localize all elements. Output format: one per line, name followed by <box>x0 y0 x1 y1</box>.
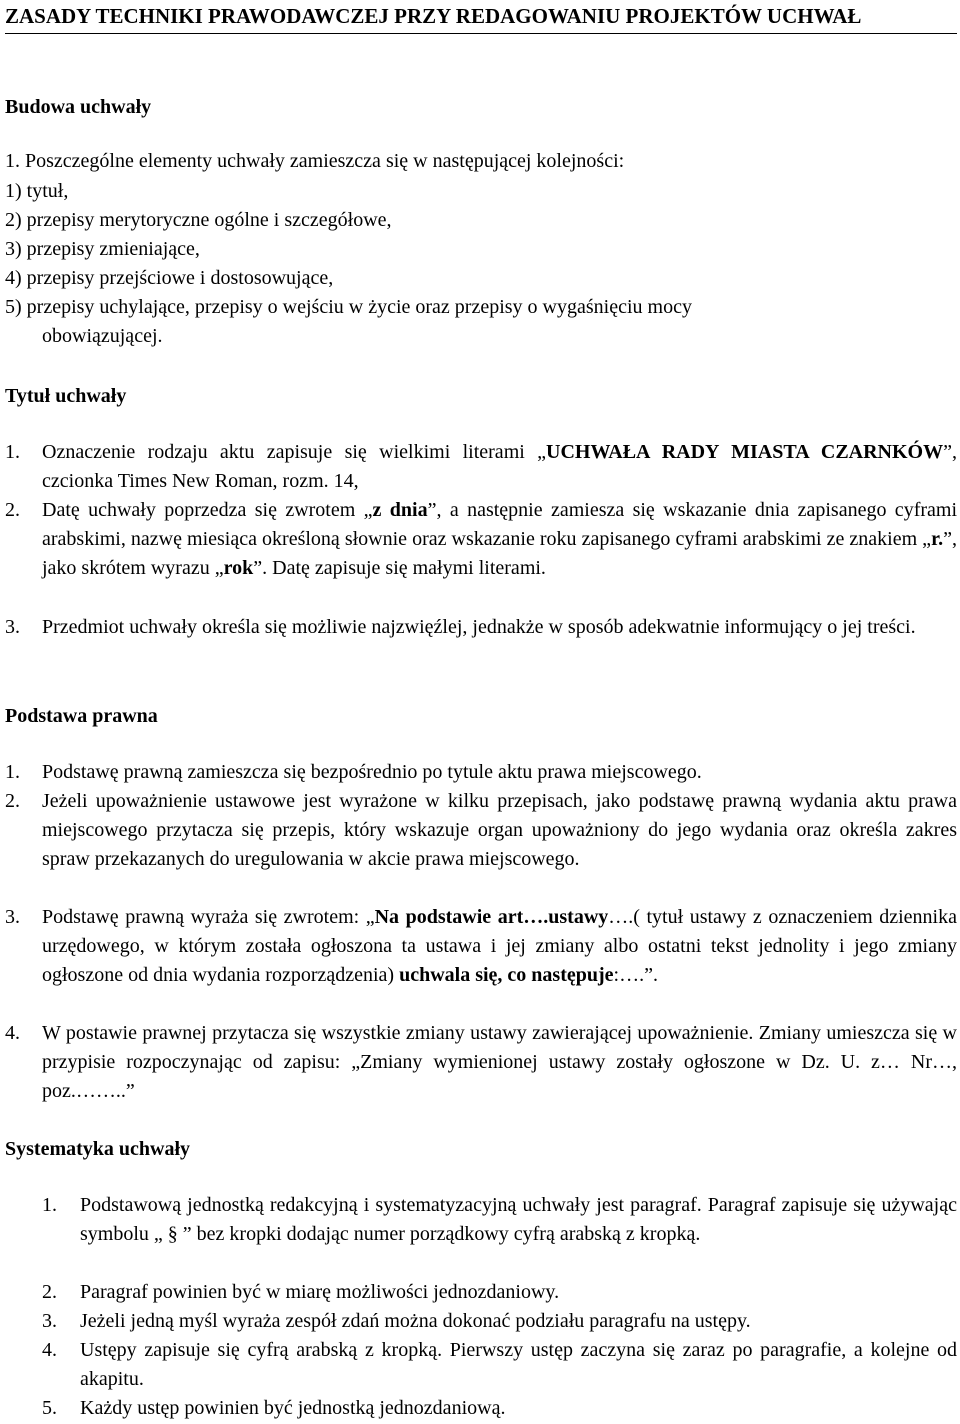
podstawa-paragraph-3: Podstawę prawną wyraża się zwrotem: „Na podstawie art….ustawy….( tytuł ustawy z oznaczeniem dziennika urzędowego, w którym została ogłoszona ta ustawa i jej zmiany albo ostatni tekst jednolity i jego zmiany ogłoszone od dnia wydania rozporządzenia) uchwala się, co następuje:….”. <box>42 906 957 986</box>
podstawa-paragraph-4: W postawie prawnej przytacza się wszystkie zmiany ustawy zawierającej upoważnienie. Zmiany umieszcza się w przypisie rozpoczynając od zapisu: „Zmiany wymienionej ustawy zostały ogłoszone w Dz. U. z… Nr…, poz.……..” <box>42 1022 957 1102</box>
list-item: Jeżeli jedną myśl wyraża zespół zdań można dokonać podziału paragrafu na ustępy. <box>80 1310 751 1332</box>
budowa-item: 5) przepisy uchylające, przepisy o wejściu w życie oraz przepisy o wygaśnięciu mocy <box>5 296 692 318</box>
list-item-number: 4. <box>42 1339 57 1361</box>
tytul-p3-number: 3. <box>5 616 20 638</box>
podstawa-p2-number: 2. <box>5 790 20 812</box>
tytul-p2-number: 2. <box>5 499 20 521</box>
list-item-number: 2. <box>42 1281 57 1303</box>
tytul-paragraph-2: Datę uchwały poprzedza się zwrotem „z dnia”, a następnie zamiesza się wskazanie dnia zapisanego cyframi arabskimi, nazwę miesiąca określoną słownie oraz wskazanie roku zapisanego cyframi arabskimi ze znakiem „r.”, jako skrótem wyrazu „rok”. Datę zapisuje się małymi literami. <box>42 499 957 579</box>
budowa-item: 4) przepisy przejściowe i dostosowujące, <box>5 267 334 289</box>
budowa-item: 1) tytuł, <box>5 180 69 202</box>
section-heading-tytul: Tytuł uchwały <box>5 385 127 407</box>
podstawa-paragraph-2: Jeżeli upoważnienie ustawowe jest wyrażone w kilku przepisach, jako podstawę prawną wydania aktu prawa miejscowego przytacza się przepis, który wskazuje organ upoważniony do jego wydania oraz określa zakres spraw przekazanych do uregulowania w akcie prawa miejscowego. <box>42 790 957 870</box>
tytul-paragraph-3: Przedmiot uchwały określa się możliwie najzwięźlej, jednakże w sposób adekwatnie informujący o jej treści. <box>42 616 916 638</box>
section-heading-budowa: Budowa uchwały <box>5 96 152 118</box>
podstawa-p4-number: 4. <box>5 1022 20 1044</box>
section-heading-podstawa: Podstawa prawna <box>5 705 158 727</box>
list-item-number: 5. <box>42 1397 57 1419</box>
section-heading-systematyka: Systematyka uchwały <box>5 1138 191 1160</box>
tytul-p1-number: 1. <box>5 441 20 463</box>
budowa-item: 2) przepisy merytoryczne ogólne i szczegółowe, <box>5 209 392 231</box>
budowa-item: 3) przepisy zmieniające, <box>5 238 200 260</box>
list-item: Każdy ustęp powinien być jednostką jednozdaniową. <box>80 1397 506 1419</box>
list-item-number: 3. <box>42 1310 57 1332</box>
budowa-intro: 1. Poszczególne elementy uchwały zamieszcza się w następującej kolejności: <box>5 150 625 172</box>
document-title: ZASADY TECHNIKI PRAWODAWCZEJ PRZY REDAGOWANIU PROJEKTÓW UCHWAŁ <box>5 2 957 34</box>
tytul-paragraph-1: Oznaczenie rodzaju aktu zapisuje się wielkimi literami „UCHWAŁA RADY MIASTA CZARNKÓW”, czcionka Times New Roman, rozm. 14, <box>42 441 957 492</box>
list-item-number: 1. <box>42 1194 57 1216</box>
list-item: Paragraf powinien być w miarę możliwości jednozdaniowy. <box>80 1281 560 1303</box>
list-item: Ustępy zapisuje się cyfrą arabską z kropką. Pierwszy ustęp zaczyna się zaraz po paragrafie, a kolejne od akapitu. <box>80 1339 957 1390</box>
list-item: Podstawową jednostką redakcyjną i systematyzacyjną uchwały jest paragraf. Paragraf zapisuje się używając symbolu „ § ” bez kropki dodając numer porządkowy cyfrą arabską z kropką. <box>80 1194 957 1245</box>
tytul-p1-emphasis: UCHWAŁA RADY MIASTA CZARNKÓW <box>546 441 944 463</box>
podstawa-paragraph-1: Podstawę prawną zamieszcza się bezpośrednio po tytule aktu prawa miejscowego. <box>42 761 702 783</box>
budowa-item: obowiązującej. <box>42 325 163 347</box>
podstawa-p3-number: 3. <box>5 906 20 928</box>
podstawa-p1-number: 1. <box>5 761 20 783</box>
